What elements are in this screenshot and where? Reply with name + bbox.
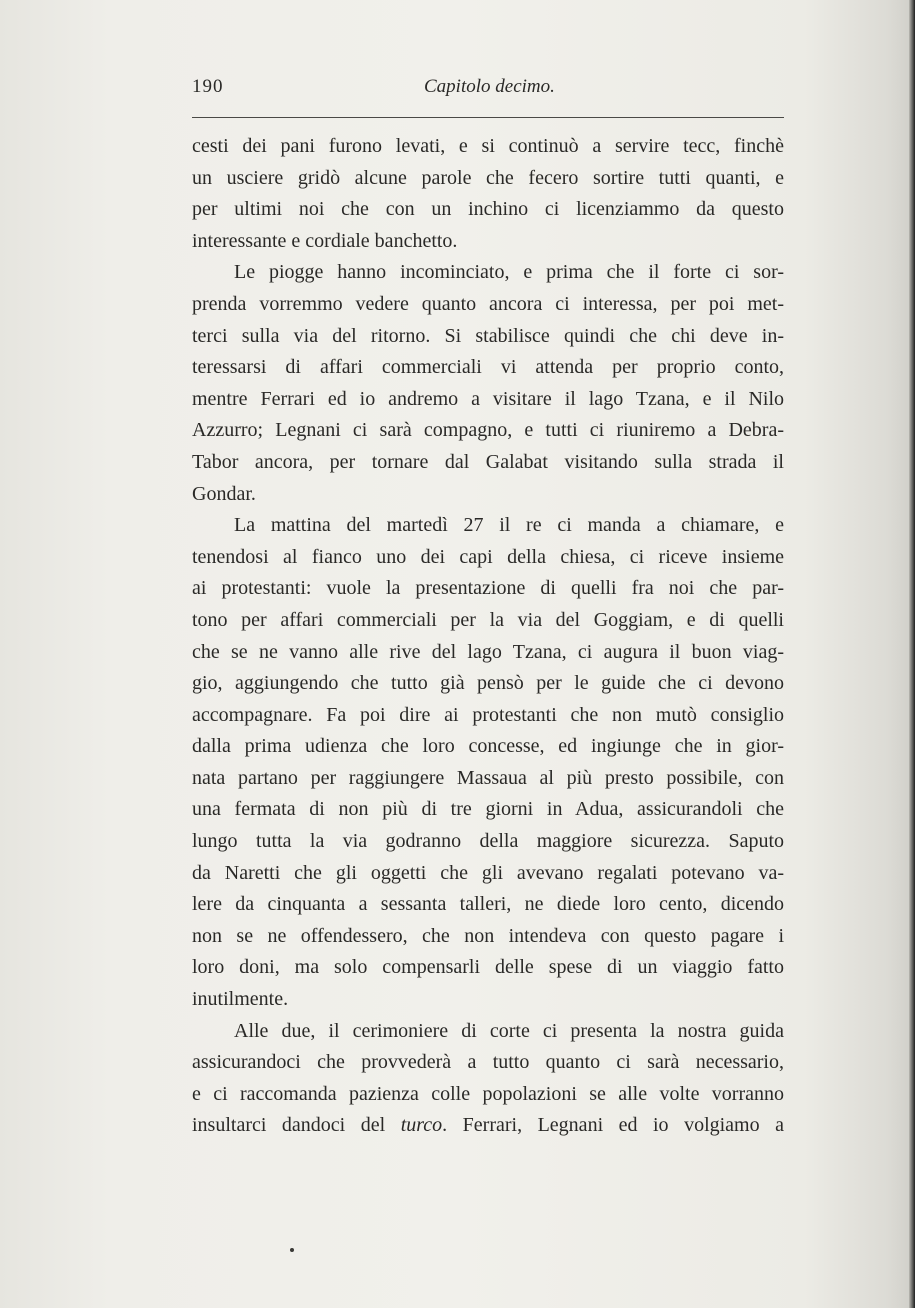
- text-line: teressarsi di affari commerciali vi attenda per proprio conto,: [192, 356, 784, 379]
- running-header: [192, 76, 784, 106]
- header-rule: [192, 117, 784, 118]
- text-line: un usciere gridò alcune parole che fecero sortire tutti quanti, e: [192, 166, 784, 189]
- paragraph-3: [192, 510, 784, 1016]
- text-line: Tabor ancora, per tornare dal Galabat visitando sulla strada il: [192, 450, 784, 473]
- text-line: Le piogge hanno incominciato, e prima che il forte ci sor-: [234, 261, 784, 284]
- text-line: Alle due, il cerimoniere di corte ci presenta la nostra guida: [234, 1019, 784, 1042]
- text-line: gio, aggiungendo che tutto già pensò per le guide che ci devono: [192, 672, 784, 695]
- text-fragment: . Ferrari, Legnani ed io volgiamo a: [442, 1114, 784, 1137]
- text-line: Gondar.: [192, 482, 256, 505]
- print-speck: [290, 1248, 294, 1252]
- text-line: inutilmente.: [192, 988, 289, 1011]
- text-line: assicurandoci che provvederà a tutto quanto ci sarà necessario,: [192, 1051, 784, 1074]
- text-line: La mattina del martedì 27 il re ci manda a chiamare, e: [234, 514, 784, 537]
- italic-word: turco: [400, 1114, 443, 1137]
- page-binding-edge: [909, 0, 915, 1308]
- text-line: da Naretti che gli oggetti che gli avevano regalati potevano va-: [192, 861, 784, 884]
- text-line: cesti dei pani furono levati, e si continuò a servire tecc, finchè: [192, 135, 784, 157]
- text-line: che se ne vanno alle rive del lago Tzana, ci augura il buon viag-: [192, 640, 784, 663]
- page-number: 190: [192, 76, 224, 97]
- text-line: mentre Ferrari ed io andremo a visitare il lago Tzana, e il Nilo: [192, 387, 784, 410]
- text-line: Azzurro; Legnani ci sarà compagno, e tutti ci riuniremo a Debra-: [192, 419, 784, 442]
- text-line: una fermata di non più di tre giorni in Adua, assicurandoli che: [192, 798, 784, 821]
- text-line: tenendosi al fianco uno dei capi della chiesa, ci riceve insieme: [192, 545, 784, 568]
- text-line: interessante e cordiale banchetto.: [192, 229, 458, 252]
- text-line: terci sulla via del ritorno. Si stabilisce quindi che chi deve in-: [192, 324, 784, 347]
- text-line: nata partano per raggiungere Massaua al più presto possibile, con: [192, 766, 784, 789]
- running-title: Capitolo decimo.: [424, 76, 555, 97]
- text-line: ai protestanti: vuole la presentazione di quelli fra noi che par-: [192, 577, 784, 600]
- paragraph-4: [192, 1016, 784, 1142]
- text-line: tono per affari commerciali per la via del Goggiam, e di quelli: [192, 608, 784, 631]
- paragraph-2: [192, 257, 784, 510]
- text-line: lere da cinquanta a sessanta talleri, ne diede loro cento, dicendo: [192, 893, 784, 916]
- text-fragment: insultarci dandoci del: [192, 1114, 401, 1137]
- text-line: e ci raccomanda pazienza colle popolazioni se alle volte vorranno: [192, 1082, 784, 1105]
- text-line: non se ne offendessero, che non intendeva con questo pagare i: [192, 924, 784, 947]
- text-line: lungo tutta la via godranno della maggiore sicurezza. Saputo: [192, 830, 784, 853]
- text-line: dalla prima udienza che loro concesse, ed ingiunge che in gior-: [192, 735, 784, 758]
- text-line: per ultimi noi che con un inchino ci licenziammo da questo: [192, 198, 784, 221]
- text-line-with-italic: [192, 1110, 784, 1142]
- paragraph-1: [192, 131, 784, 257]
- text-line: prenda vorremmo vedere quanto ancora ci interessa, per poi met-: [192, 292, 784, 315]
- text-line: loro doni, ma solo compensarli delle spese di un viaggio fatto: [192, 956, 784, 979]
- text-line: accompagnare. Fa poi dire ai protestanti che non mutò consiglio: [192, 703, 784, 726]
- body-text: [192, 131, 784, 1142]
